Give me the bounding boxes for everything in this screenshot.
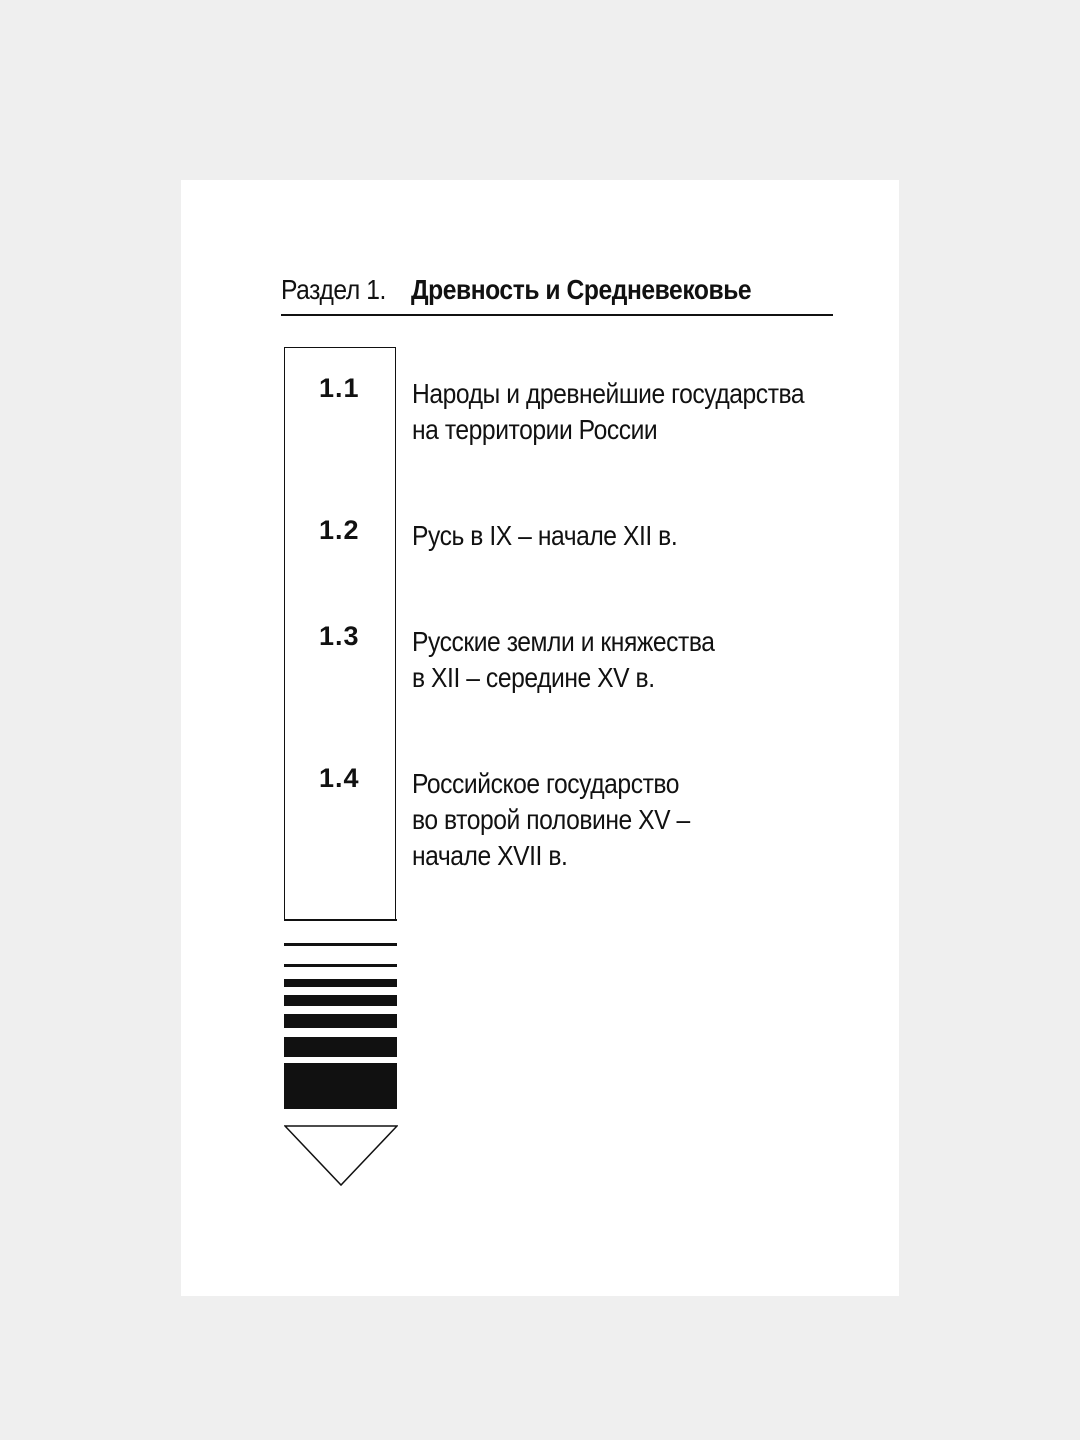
section-label: Раздел 1. — [281, 274, 386, 305]
stripe — [284, 1037, 397, 1057]
topic-number-1-2: 1.2 — [319, 515, 360, 545]
topic-line: Русь в IX – начале XII в. — [412, 520, 678, 551]
topic-number-1-1: 1.1 — [319, 373, 360, 403]
timeline-stripes — [284, 919, 397, 1109]
topic-line: Российское государство — [412, 768, 680, 799]
stripe — [284, 919, 397, 921]
stripe — [284, 1014, 397, 1028]
topic-line: на территории России — [412, 414, 658, 445]
stripe — [284, 979, 397, 987]
topic-number-1-4: 1.4 — [319, 763, 360, 793]
topic-line: Народы и древнейшие государства — [412, 378, 805, 409]
topic-number-1-3: 1.3 — [319, 621, 360, 651]
topic-title-1-3 — [412, 624, 715, 696]
topic-line: в XII – середине XV в. — [412, 662, 655, 693]
stripe — [284, 995, 397, 1006]
topic-title-1-1 — [412, 376, 804, 448]
topic-line: во второй половине XV – — [412, 804, 690, 835]
section-title: Древность и Средневековье — [411, 274, 752, 305]
stripe — [284, 1063, 397, 1109]
section-header — [281, 272, 833, 316]
topic-title-1-4 — [412, 766, 690, 874]
down-triangle-icon — [284, 1125, 398, 1187]
stripe — [284, 943, 397, 946]
book-page — [181, 180, 899, 1296]
topic-line: Русские земли и княжества — [412, 626, 715, 657]
stripe — [284, 964, 397, 967]
topic-line: начале XVII в. — [412, 840, 568, 871]
topic-title-1-2 — [412, 518, 677, 554]
